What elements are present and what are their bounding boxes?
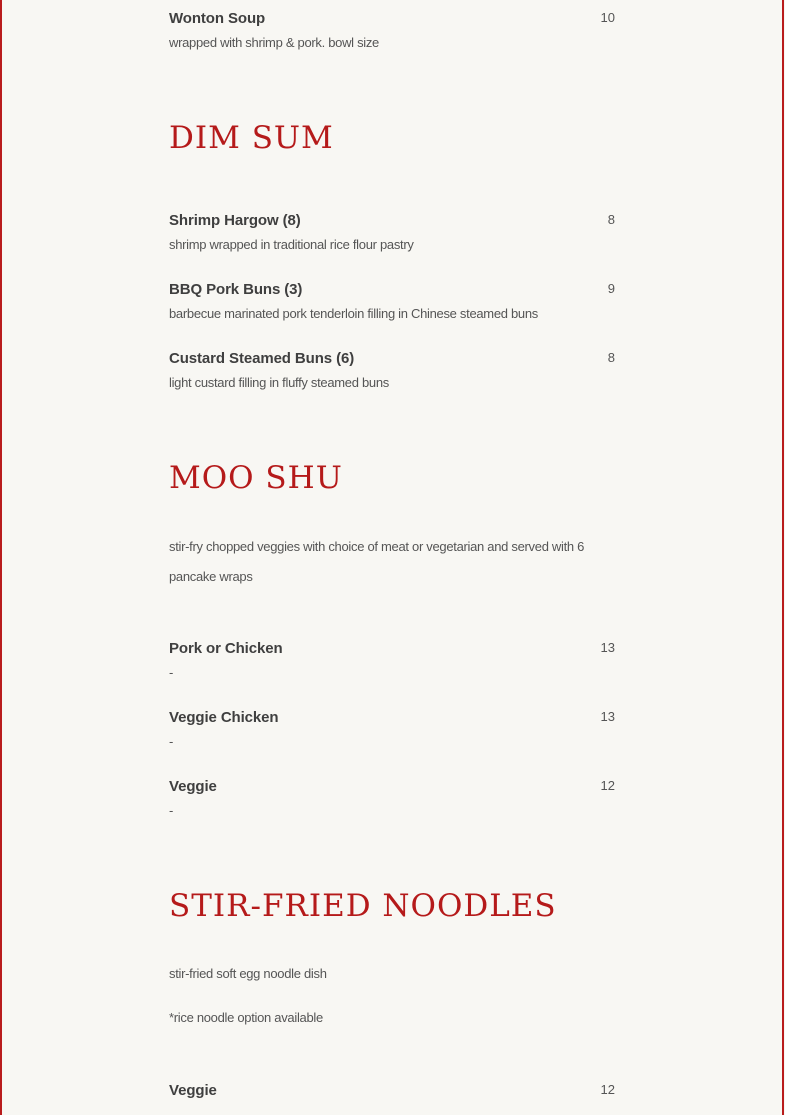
item-name: BBQ Pork Buns (3)	[169, 281, 303, 298]
section-title-dim-sum: DIM SUM	[169, 120, 334, 156]
item-description: barbecue marinated pork tenderloin filling in Chinese steamed buns	[169, 306, 538, 321]
section-title-stir-fried-noodles: STIR-FRIED NOODLES	[169, 888, 557, 924]
item-name: Custard Steamed Buns (6)	[169, 350, 355, 367]
section-description: stir-fry chopped veggies with choice of meat or vegetarian and served with 6	[169, 539, 585, 554]
item-price: 9	[607, 281, 615, 296]
item-name: Veggie	[169, 1082, 217, 1099]
section-title-moo-shu: MOO SHU	[169, 460, 343, 496]
item-price: 8	[607, 350, 615, 365]
item-price: 13	[600, 709, 615, 724]
item-description: light custard filling in fluffy steamed buns	[169, 375, 389, 390]
item-description: shrimp wrapped in traditional rice flour pastry	[169, 237, 414, 252]
right-border	[782, 0, 784, 1115]
item-description: -	[169, 803, 174, 818]
section-description: stir-fried soft egg noodle dish	[169, 966, 327, 981]
item-description: wrapped with shrimp & pork. bowl size	[169, 35, 379, 50]
item-price: 8	[607, 212, 615, 227]
section-note: *rice noodle option available	[169, 1010, 323, 1025]
item-description: -	[169, 665, 174, 680]
item-price: 12	[600, 778, 615, 793]
item-description: -	[169, 734, 174, 749]
item-name: Wonton Soup	[169, 10, 266, 27]
item-price: 10	[600, 10, 615, 25]
item-price: 12	[600, 1082, 615, 1097]
item-price: 13	[600, 640, 615, 655]
item-name: Pork or Chicken	[169, 640, 283, 657]
item-name: Shrimp Hargow (8)	[169, 212, 301, 229]
item-name: Veggie Chicken	[169, 709, 279, 726]
item-name: Veggie	[169, 778, 217, 795]
left-border	[0, 0, 2, 1115]
section-description-continued: pancake wraps	[169, 569, 253, 584]
